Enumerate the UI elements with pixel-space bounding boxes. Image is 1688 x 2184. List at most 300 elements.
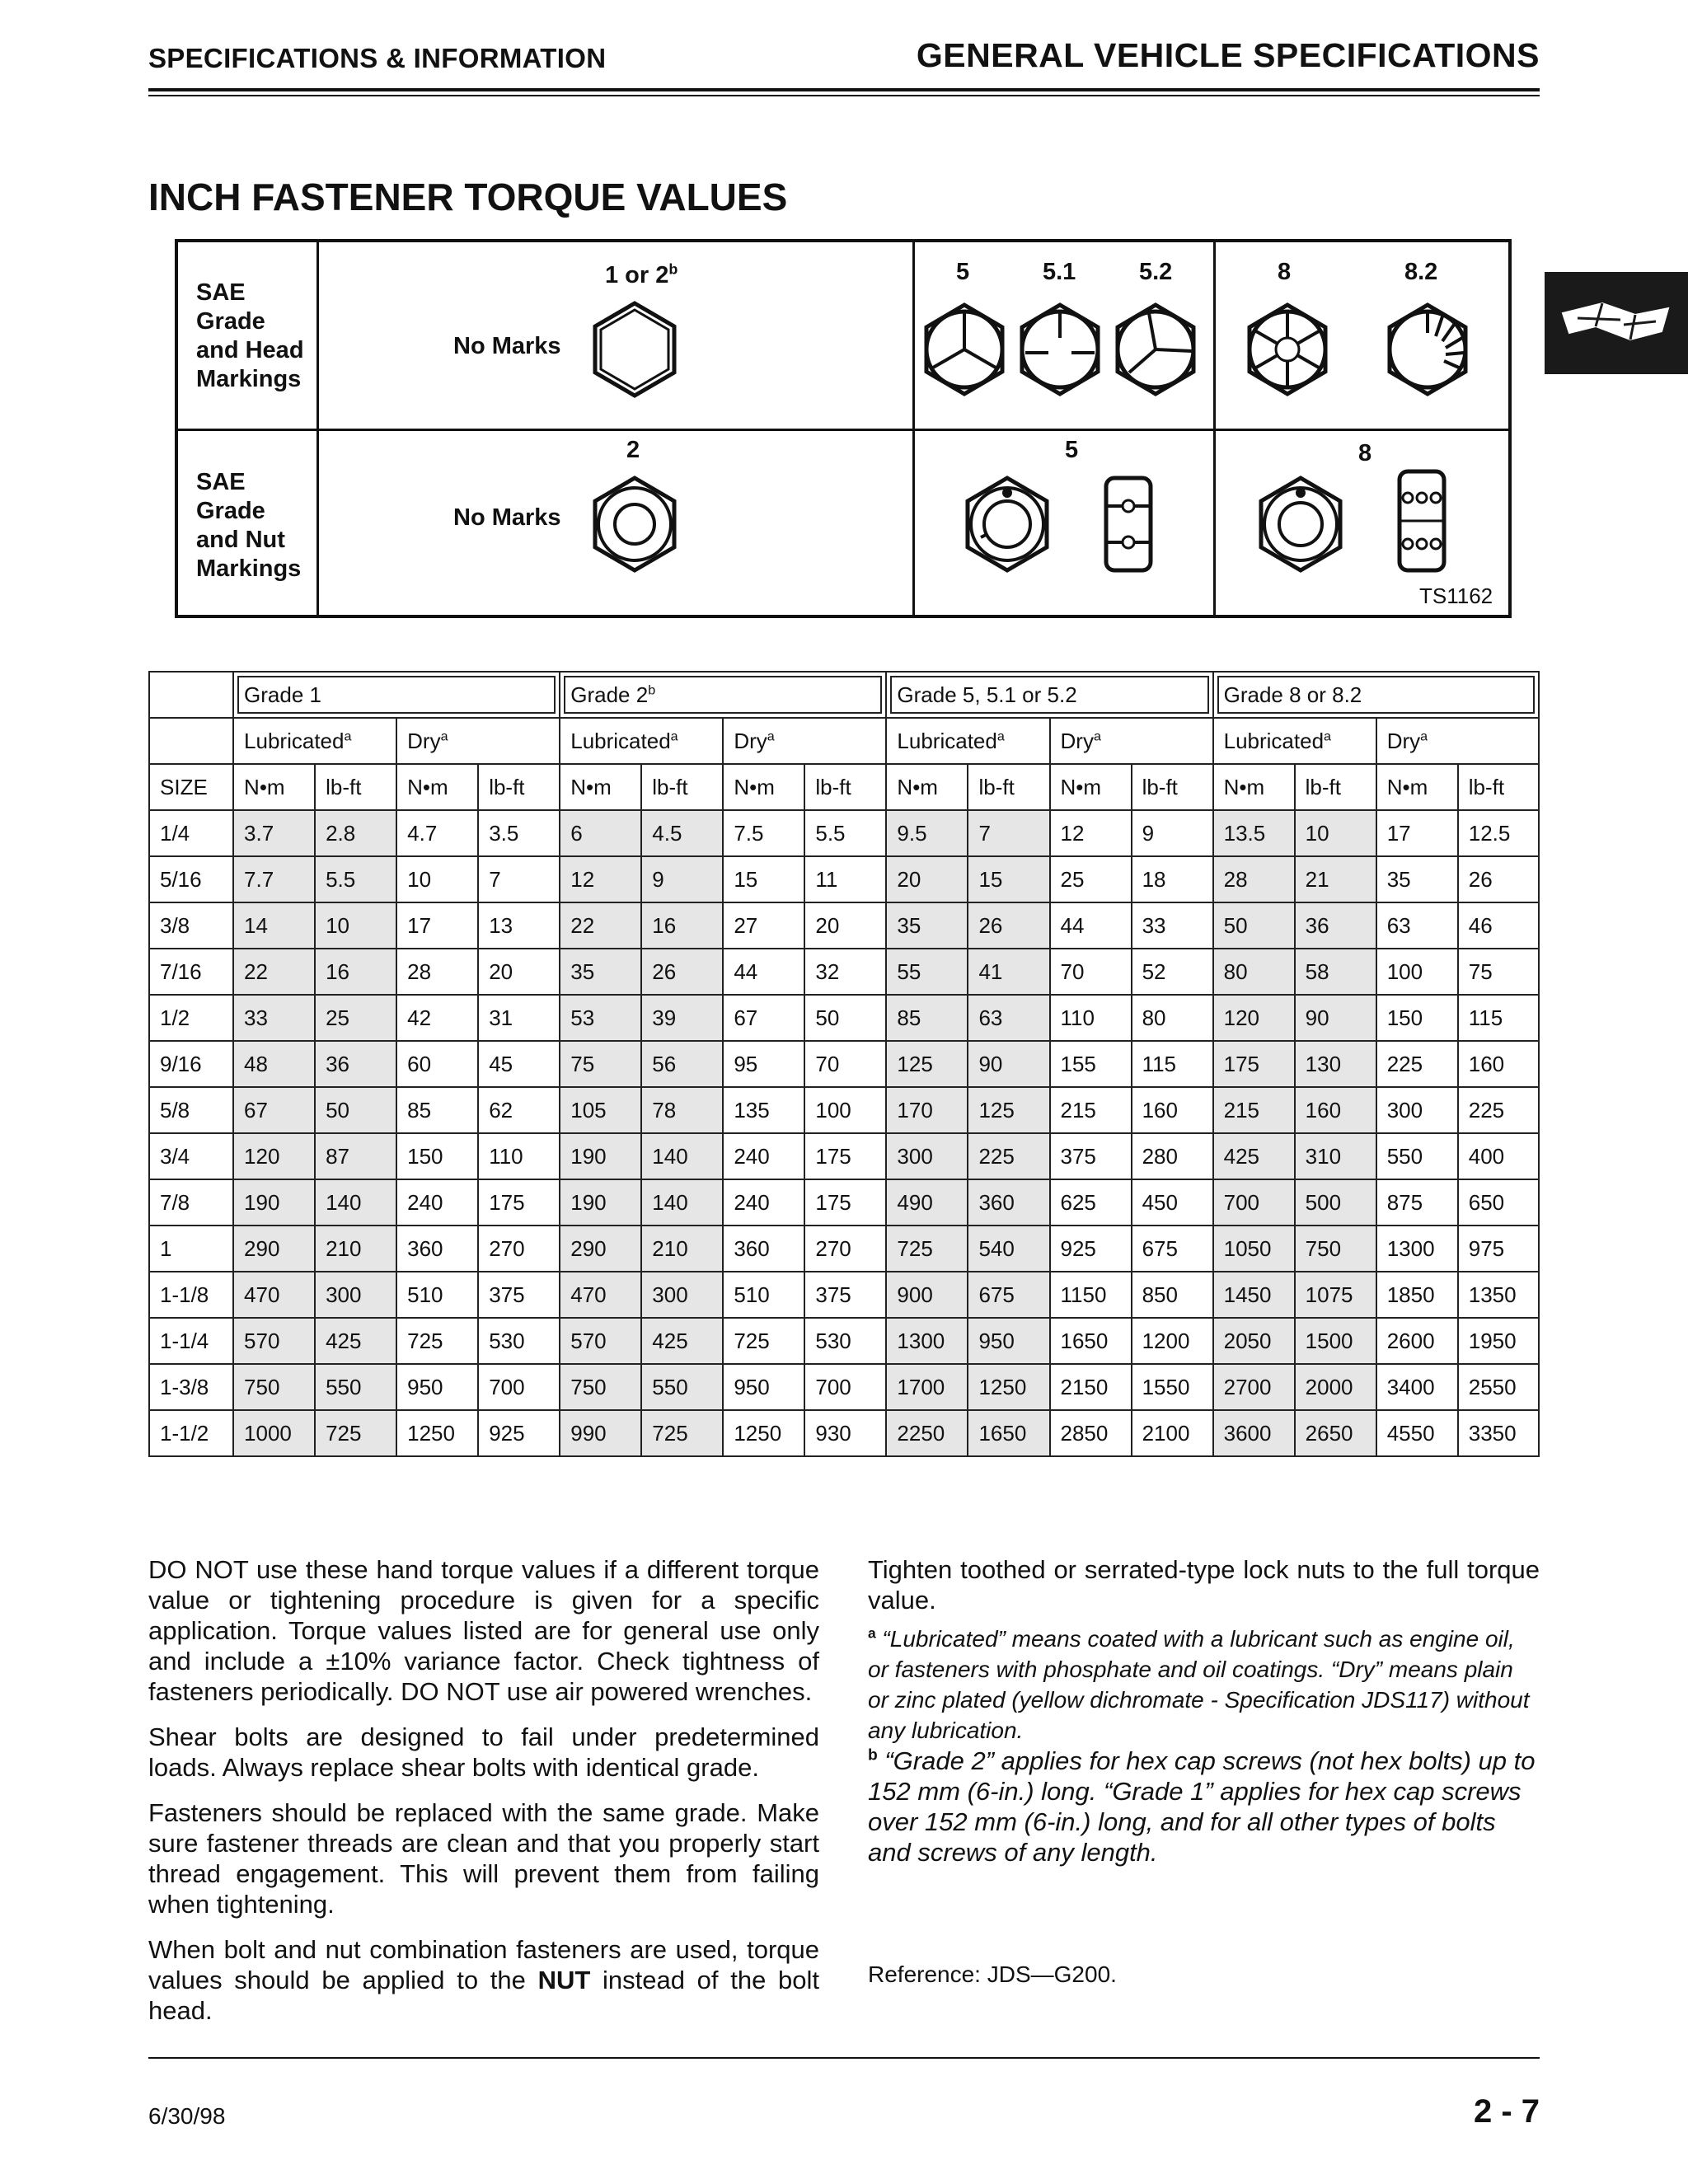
torque-cell: 95: [723, 1041, 804, 1087]
torque-cell: 2600: [1376, 1318, 1458, 1364]
torque-cell: 1850: [1376, 1272, 1458, 1318]
table-row: [149, 902, 1539, 949]
torque-cell: 950: [723, 1364, 804, 1410]
torque-cell: 33: [1132, 902, 1213, 949]
torque-cell: 540: [968, 1226, 1049, 1272]
torque-cell: 375: [1050, 1133, 1132, 1179]
torque-cell: 700: [1213, 1179, 1295, 1226]
torque-cell: 875: [1376, 1179, 1458, 1226]
torque-cell: 2150: [1050, 1364, 1132, 1410]
unit-header: N•m: [723, 764, 804, 810]
torque-cell: 100: [804, 1087, 886, 1133]
size-cell: 1-3/8: [149, 1364, 233, 1410]
torque-cell: 10: [396, 856, 478, 902]
unit-header: N•m: [233, 764, 315, 810]
torque-cell: 360: [396, 1226, 478, 1272]
torque-cell: 215: [1050, 1087, 1132, 1133]
footnote-b: $^b$ “Grade 2” applies for hex cap screws (not hex bolts) up to 152 mm (6-in.) long. “Grade 1” applies for hex cap screws over 152 mm (6-in.) long, and for all other types of bolts and screws of any length.: [868, 1746, 1536, 1867]
torque-cell: 300: [886, 1133, 968, 1179]
hex-head-grade82-icon: [1380, 302, 1475, 397]
torque-cell: 105: [560, 1087, 641, 1133]
grade-51-label: 5.1: [1043, 259, 1076, 285]
unit-header: lb-ft: [641, 764, 723, 810]
torque-cell: 2850: [1050, 1410, 1132, 1456]
size-cell: 3/8: [149, 902, 233, 949]
torque-cell: 22: [233, 949, 315, 995]
torque-cell: 12: [560, 856, 641, 902]
torque-cell: 50: [804, 995, 886, 1041]
torque-cell: 110: [478, 1133, 560, 1179]
unit-header: lb-ft: [478, 764, 560, 810]
torque-cell: 400: [1458, 1133, 1539, 1179]
torque-cell: 550: [1376, 1133, 1458, 1179]
torque-cell: 3.5: [478, 810, 560, 856]
size-corner-cell: [149, 718, 233, 764]
torque-cell: 725: [723, 1318, 804, 1364]
torque-cell: 5.5: [315, 856, 396, 902]
table-row: [149, 995, 1539, 1041]
dry-header: Dry$^a$: [396, 718, 560, 764]
note-paragraph: Fasteners should be replaced with the same grade. Make sure fastener threads are clean and that you properly start thread engagement. This will prevent them from failing when tightening.: [148, 1798, 819, 1919]
table-row: [149, 856, 1539, 902]
hex-nut-grade5-icon: [958, 475, 1057, 574]
torque-cell: 550: [315, 1364, 396, 1410]
torque-cell: 500: [1295, 1179, 1376, 1226]
torque-cell: 1650: [1050, 1318, 1132, 1364]
torque-cell: 80: [1213, 949, 1295, 995]
torque-cell: 63: [1376, 902, 1458, 949]
torque-cell: 7.7: [233, 856, 315, 902]
dry-header: Dry$^a$: [723, 718, 886, 764]
torque-cell: 55: [886, 949, 968, 995]
torque-cell: 42: [396, 995, 478, 1041]
torque-cell: 75: [1458, 949, 1539, 995]
size-cell: 1-1/8: [149, 1272, 233, 1318]
torque-cell: 120: [1213, 995, 1295, 1041]
table-row: [149, 1087, 1539, 1133]
torque-cell: 1075: [1295, 1272, 1376, 1318]
torque-cell: 155: [1050, 1041, 1132, 1087]
torque-cell: 115: [1132, 1041, 1213, 1087]
torque-cell: 3350: [1458, 1410, 1539, 1456]
torque-cell: 9: [1132, 810, 1213, 856]
size-cell: 1-1/2: [149, 1410, 233, 1456]
torque-cell: 31: [478, 995, 560, 1041]
grade-5-header: Grade 5, 5.1 or 5.2: [886, 672, 1212, 718]
torque-cell: 270: [478, 1226, 560, 1272]
footnote-a: $^a$ “Lubricated” means coated with a lubricant such as engine oil, or fasteners with phosphate and oil coatings. “Dry” means plain or zinc plated (yellow dichromate - Specification JDS117) without any lubrication.: [868, 1624, 1530, 1743]
hex-head-plain-icon: [585, 300, 684, 399]
torque-cell: 80: [1132, 995, 1213, 1041]
torque-cell: 7: [968, 810, 1049, 856]
torque-cell: 12: [1050, 810, 1132, 856]
torque-cell: 1550: [1132, 1364, 1213, 1410]
torque-cell: 90: [1295, 995, 1376, 1041]
lubricated-header: Lubricated$^a$: [1213, 718, 1376, 764]
unit-header: lb-ft: [1458, 764, 1539, 810]
size-corner-cell: [149, 672, 233, 718]
section-header: SPECIFICATIONS & INFORMATION: [148, 43, 607, 73]
torque-cell: 2000: [1295, 1364, 1376, 1410]
torque-cell: 170: [886, 1087, 968, 1133]
size-cell: 5/8: [149, 1087, 233, 1133]
torque-cell: 3.7: [233, 810, 315, 856]
torque-cell: 120: [233, 1133, 315, 1179]
torque-cell: 900: [886, 1272, 968, 1318]
table-row: [149, 1041, 1539, 1087]
torque-cell: 1150: [1050, 1272, 1132, 1318]
torque-cell: 725: [641, 1410, 723, 1456]
table-row: [149, 1364, 1539, 1410]
head-no-marks: No Marks: [453, 333, 561, 359]
table-row: [149, 1133, 1539, 1179]
torque-cell: 160: [1295, 1087, 1376, 1133]
nut-side-grade5-icon: [1100, 471, 1157, 577]
torque-cell: 225: [1376, 1041, 1458, 1087]
torque-cell: 87: [315, 1133, 396, 1179]
torque-cell: 35: [886, 902, 968, 949]
unit-header: N•m: [1376, 764, 1458, 810]
torque-cell: 110: [1050, 995, 1132, 1041]
size-cell: 1/2: [149, 995, 233, 1041]
torque-cell: 35: [1376, 856, 1458, 902]
hex-head-grade51-icon: [1012, 302, 1108, 397]
torque-cell: 135: [723, 1087, 804, 1133]
torque-cell: 53: [560, 995, 641, 1041]
torque-cell: 20: [886, 856, 968, 902]
torque-cell: 470: [560, 1272, 641, 1318]
torque-cell: 25: [1050, 856, 1132, 902]
torque-cell: 2700: [1213, 1364, 1295, 1410]
torque-cell: 33: [233, 995, 315, 1041]
torque-cell: 190: [560, 1133, 641, 1179]
size-header: SIZE: [149, 764, 233, 810]
torque-cell: 115: [1458, 995, 1539, 1041]
torque-cell: 150: [1376, 995, 1458, 1041]
torque-cell: 300: [1376, 1087, 1458, 1133]
torque-cell: 425: [315, 1318, 396, 1364]
table-row: [149, 810, 1539, 856]
dry-header: Dry$^a$: [1376, 718, 1539, 764]
reference-note: Reference: JDS—G200.: [868, 1961, 1117, 1987]
unit-header: N•m: [1213, 764, 1295, 810]
table-row: [149, 1318, 1539, 1364]
grade-8-header: Grade 8 or 8.2: [1213, 672, 1539, 718]
torque-cell: 26: [641, 949, 723, 995]
torque-cell: 58: [1295, 949, 1376, 995]
torque-cell: 570: [560, 1318, 641, 1364]
torque-cell: 52: [1132, 949, 1213, 995]
grade-header-row: [149, 672, 1539, 718]
torque-cell: 3400: [1376, 1364, 1458, 1410]
torque-cell: 85: [396, 1087, 478, 1133]
torque-cell: 700: [804, 1364, 886, 1410]
torque-cell: 10: [1295, 810, 1376, 856]
torque-cell: 6: [560, 810, 641, 856]
torque-cell: 425: [1213, 1133, 1295, 1179]
torque-cell: 360: [723, 1226, 804, 1272]
torque-cell: 215: [1213, 1087, 1295, 1133]
torque-cell: 20: [478, 949, 560, 995]
head-markings-label: SAE Grade and Head Markings: [196, 279, 304, 392]
torque-cell: 1250: [723, 1410, 804, 1456]
unit-header: N•m: [560, 764, 641, 810]
torque-cell: 17: [1376, 810, 1458, 856]
torque-cell: 210: [641, 1226, 723, 1272]
torque-cell: 35: [560, 949, 641, 995]
torque-cell: 13.5: [1213, 810, 1295, 856]
torque-cell: 210: [315, 1226, 396, 1272]
torque-cell: 2650: [1295, 1410, 1376, 1456]
torque-cell: 67: [723, 995, 804, 1041]
torque-cell: 63: [968, 995, 1049, 1041]
size-cell: 7/16: [149, 949, 233, 995]
torque-cell: 175: [804, 1179, 886, 1226]
lubricated-header: Lubricated$^a$: [560, 718, 723, 764]
torque-cell: 125: [886, 1041, 968, 1087]
section-tab: [1545, 272, 1688, 374]
torque-cell: 175: [1213, 1041, 1295, 1087]
torque-cell: 470: [233, 1272, 315, 1318]
torque-cell: 530: [478, 1318, 560, 1364]
torque-cell: 270: [804, 1226, 886, 1272]
torque-cell: 160: [1458, 1041, 1539, 1087]
table-row: [149, 1272, 1539, 1318]
torque-cell: 90: [968, 1041, 1049, 1087]
torque-cell: 15: [968, 856, 1049, 902]
torque-cell: 125: [968, 1087, 1049, 1133]
torque-cell: 26: [968, 902, 1049, 949]
torque-cell: 50: [1213, 902, 1295, 949]
torque-cell: 160: [1132, 1087, 1213, 1133]
note-paragraph: Shear bolts are designed to fail under predetermined loads. Always replace shear bolts with identical grade.: [148, 1722, 819, 1782]
torque-cell: 17: [396, 902, 478, 949]
torque-cell: 140: [315, 1179, 396, 1226]
torque-cell: 75: [560, 1041, 641, 1087]
grade-2-header: Grade 2$^b$: [560, 672, 886, 718]
torque-cell: 725: [396, 1318, 478, 1364]
torque-cell: 13: [478, 902, 560, 949]
torque-cell: 290: [233, 1226, 315, 1272]
torque-cell: 675: [1132, 1226, 1213, 1272]
torque-cell: 26: [1458, 856, 1539, 902]
torque-cell: 375: [804, 1272, 886, 1318]
lubricated-header: Lubricated$^a$: [886, 718, 1049, 764]
nut-grade-5-label: 5: [1065, 437, 1079, 463]
torque-cell: 1500: [1295, 1318, 1376, 1364]
torque-cell: 650: [1458, 1179, 1539, 1226]
table-row: [149, 1179, 1539, 1226]
torque-cell: 280: [1132, 1133, 1213, 1179]
unit-header: lb-ft: [968, 764, 1049, 810]
page-number: 2 - 7: [1473, 2093, 1540, 2130]
torque-cell: 290: [560, 1226, 641, 1272]
chapter-header: GENERAL VEHICLE SPECIFICATIONS: [916, 36, 1540, 74]
torque-cell: 12.5: [1458, 810, 1539, 856]
torque-cell: 16: [641, 902, 723, 949]
torque-cell: 975: [1458, 1226, 1539, 1272]
lubricated-header: Lubricated$^a$: [233, 718, 396, 764]
grade-markings-figure: [175, 239, 1512, 618]
footer-rule: [148, 2057, 1540, 2059]
torque-cell: 36: [315, 1041, 396, 1087]
torque-cell: 360: [968, 1179, 1049, 1226]
header-rule-thin: [148, 95, 1540, 96]
torque-cell: 28: [1213, 856, 1295, 902]
torque-cell: 1250: [968, 1364, 1049, 1410]
torque-cell: 2100: [1132, 1410, 1213, 1456]
torque-cell: 625: [1050, 1179, 1132, 1226]
torque-cell: 62: [478, 1087, 560, 1133]
unit-header: N•m: [396, 764, 478, 810]
torque-cell: 50: [315, 1087, 396, 1133]
torque-cell: 950: [396, 1364, 478, 1410]
grade-8-label: 8: [1278, 259, 1292, 285]
torque-cell: 225: [1458, 1087, 1539, 1133]
torque-cell: 925: [1050, 1226, 1132, 1272]
torque-cell: 190: [560, 1179, 641, 1226]
torque-cell: 240: [396, 1179, 478, 1226]
torque-cell: 45: [478, 1041, 560, 1087]
torque-cell: 450: [1132, 1179, 1213, 1226]
torque-cell: 15: [723, 856, 804, 902]
torque-cell: 725: [886, 1226, 968, 1272]
hex-nut-grade8-icon: [1251, 475, 1350, 574]
table-row: [149, 1410, 1539, 1456]
torque-cell: 240: [723, 1179, 804, 1226]
torque-cell: 85: [886, 995, 968, 1041]
nut-side-grade8-icon: [1393, 465, 1451, 577]
notes-left-column: [148, 1554, 819, 2041]
torque-cell: 1300: [1376, 1226, 1458, 1272]
size-cell: 1: [149, 1226, 233, 1272]
size-cell: 1/4: [149, 810, 233, 856]
torque-cell: 990: [560, 1410, 641, 1456]
torque-cell: 27: [723, 902, 804, 949]
torque-cell: 4550: [1376, 1410, 1458, 1456]
grade-1-or-2-label: 1 or 2$^b$: [605, 260, 678, 288]
torque-cell: 1650: [968, 1410, 1049, 1456]
torque-cell: 16: [315, 949, 396, 995]
torque-cell: 5.5: [804, 810, 886, 856]
torque-cell: 48: [233, 1041, 315, 1087]
hex-head-grade52-icon: [1108, 302, 1203, 397]
torque-cell: 1950: [1458, 1318, 1539, 1364]
torque-cell: 25: [315, 995, 396, 1041]
notes-right-column: [868, 1554, 1540, 1868]
nut-no-marks: No Marks: [453, 504, 561, 531]
size-cell: 7/8: [149, 1179, 233, 1226]
torque-cell: 70: [804, 1041, 886, 1087]
torque-cell: 70: [1050, 949, 1132, 995]
unit-header: N•m: [886, 764, 968, 810]
torque-cell: 1200: [1132, 1318, 1213, 1364]
torque-cell: 750: [560, 1364, 641, 1410]
page-title: INCH FASTENER TORQUE VALUES: [148, 176, 788, 218]
torque-cell: 1450: [1213, 1272, 1295, 1318]
note-paragraph: DO NOT use these hand torque values if a different torque value or tightening procedure is given for a specific application. Torque values listed are for general use only and include a ±10% variance factor. Check tightness of fasteners periodically. DO NOT use air powered wrenches.: [148, 1555, 819, 1706]
torque-cell: 32: [804, 949, 886, 995]
torque-cell: 140: [641, 1179, 723, 1226]
torque-cell: 675: [968, 1272, 1049, 1318]
size-cell: 9/16: [149, 1041, 233, 1087]
torque-cell: 1300: [886, 1318, 968, 1364]
footer-date: 6/30/98: [148, 2103, 226, 2129]
torque-cell: 1250: [396, 1410, 478, 1456]
header-rule: [148, 88, 1540, 91]
torque-cell: 570: [233, 1318, 315, 1364]
torque-cell: 510: [723, 1272, 804, 1318]
torque-cell: 100: [1376, 949, 1458, 995]
torque-cell: 175: [478, 1179, 560, 1226]
unit-header: lb-ft: [315, 764, 396, 810]
torque-cell: 56: [641, 1041, 723, 1087]
torque-cell: 44: [723, 949, 804, 995]
torque-cell: 300: [315, 1272, 396, 1318]
torque-cell: 530: [804, 1318, 886, 1364]
torque-cell: 20: [804, 902, 886, 949]
torque-cell: 2.8: [315, 810, 396, 856]
torque-cell: 850: [1132, 1272, 1213, 1318]
open-book-icon: [1545, 272, 1688, 374]
nut-markings-label: SAE Grade and Nut Markings: [196, 469, 302, 582]
torque-cell: 750: [1295, 1226, 1376, 1272]
unit-header: lb-ft: [804, 764, 886, 810]
torque-cell: 41: [968, 949, 1049, 995]
torque-cell: 150: [396, 1133, 478, 1179]
torque-cell: 9.5: [886, 810, 968, 856]
torque-cell: 22: [560, 902, 641, 949]
torque-cell: 4.5: [641, 810, 723, 856]
torque-cell: 1350: [1458, 1272, 1539, 1318]
torque-cell: 21: [1295, 856, 1376, 902]
table-row: [149, 1226, 1539, 1272]
torque-cell: 60: [396, 1041, 478, 1087]
torque-cell: 240: [723, 1133, 804, 1179]
torque-cell: 425: [641, 1318, 723, 1364]
note-paragraph: When bolt and nut combination fasteners are used, torque values should be applied to the NUT instead of the bolt head.: [148, 1935, 819, 2025]
torque-cell: 175: [804, 1133, 886, 1179]
unit-header: lb-ft: [1295, 764, 1376, 810]
torque-cell: 550: [641, 1364, 723, 1410]
torque-cell: 7.5: [723, 810, 804, 856]
torque-cell: 310: [1295, 1133, 1376, 1179]
torque-cell: 14: [233, 902, 315, 949]
torque-cell: 2550: [1458, 1364, 1539, 1410]
grade-82-label: 8.2: [1404, 259, 1438, 285]
torque-cell: 28: [396, 949, 478, 995]
torque-cell: 130: [1295, 1041, 1376, 1087]
grade-1-header: Grade 1: [233, 672, 560, 718]
hex-head-grade5-icon: [917, 302, 1012, 397]
hex-head-grade8-icon: [1240, 302, 1335, 397]
torque-cell: 1050: [1213, 1226, 1295, 1272]
nut-grade-2-label: 2: [626, 437, 640, 463]
size-cell: 5/16: [149, 856, 233, 902]
torque-cell: 44: [1050, 902, 1132, 949]
torque-cell: 490: [886, 1179, 968, 1226]
torque-cell: 1700: [886, 1364, 968, 1410]
size-cell: 1-1/4: [149, 1318, 233, 1364]
torque-cell: 190: [233, 1179, 315, 1226]
unit-header: lb-ft: [1132, 764, 1213, 810]
torque-table: [148, 671, 1540, 1457]
torque-cell: 4.7: [396, 810, 478, 856]
torque-cell: 11: [804, 856, 886, 902]
torque-cell: 930: [804, 1410, 886, 1456]
grade-5-label: 5: [956, 259, 970, 285]
torque-cell: 700: [478, 1364, 560, 1410]
